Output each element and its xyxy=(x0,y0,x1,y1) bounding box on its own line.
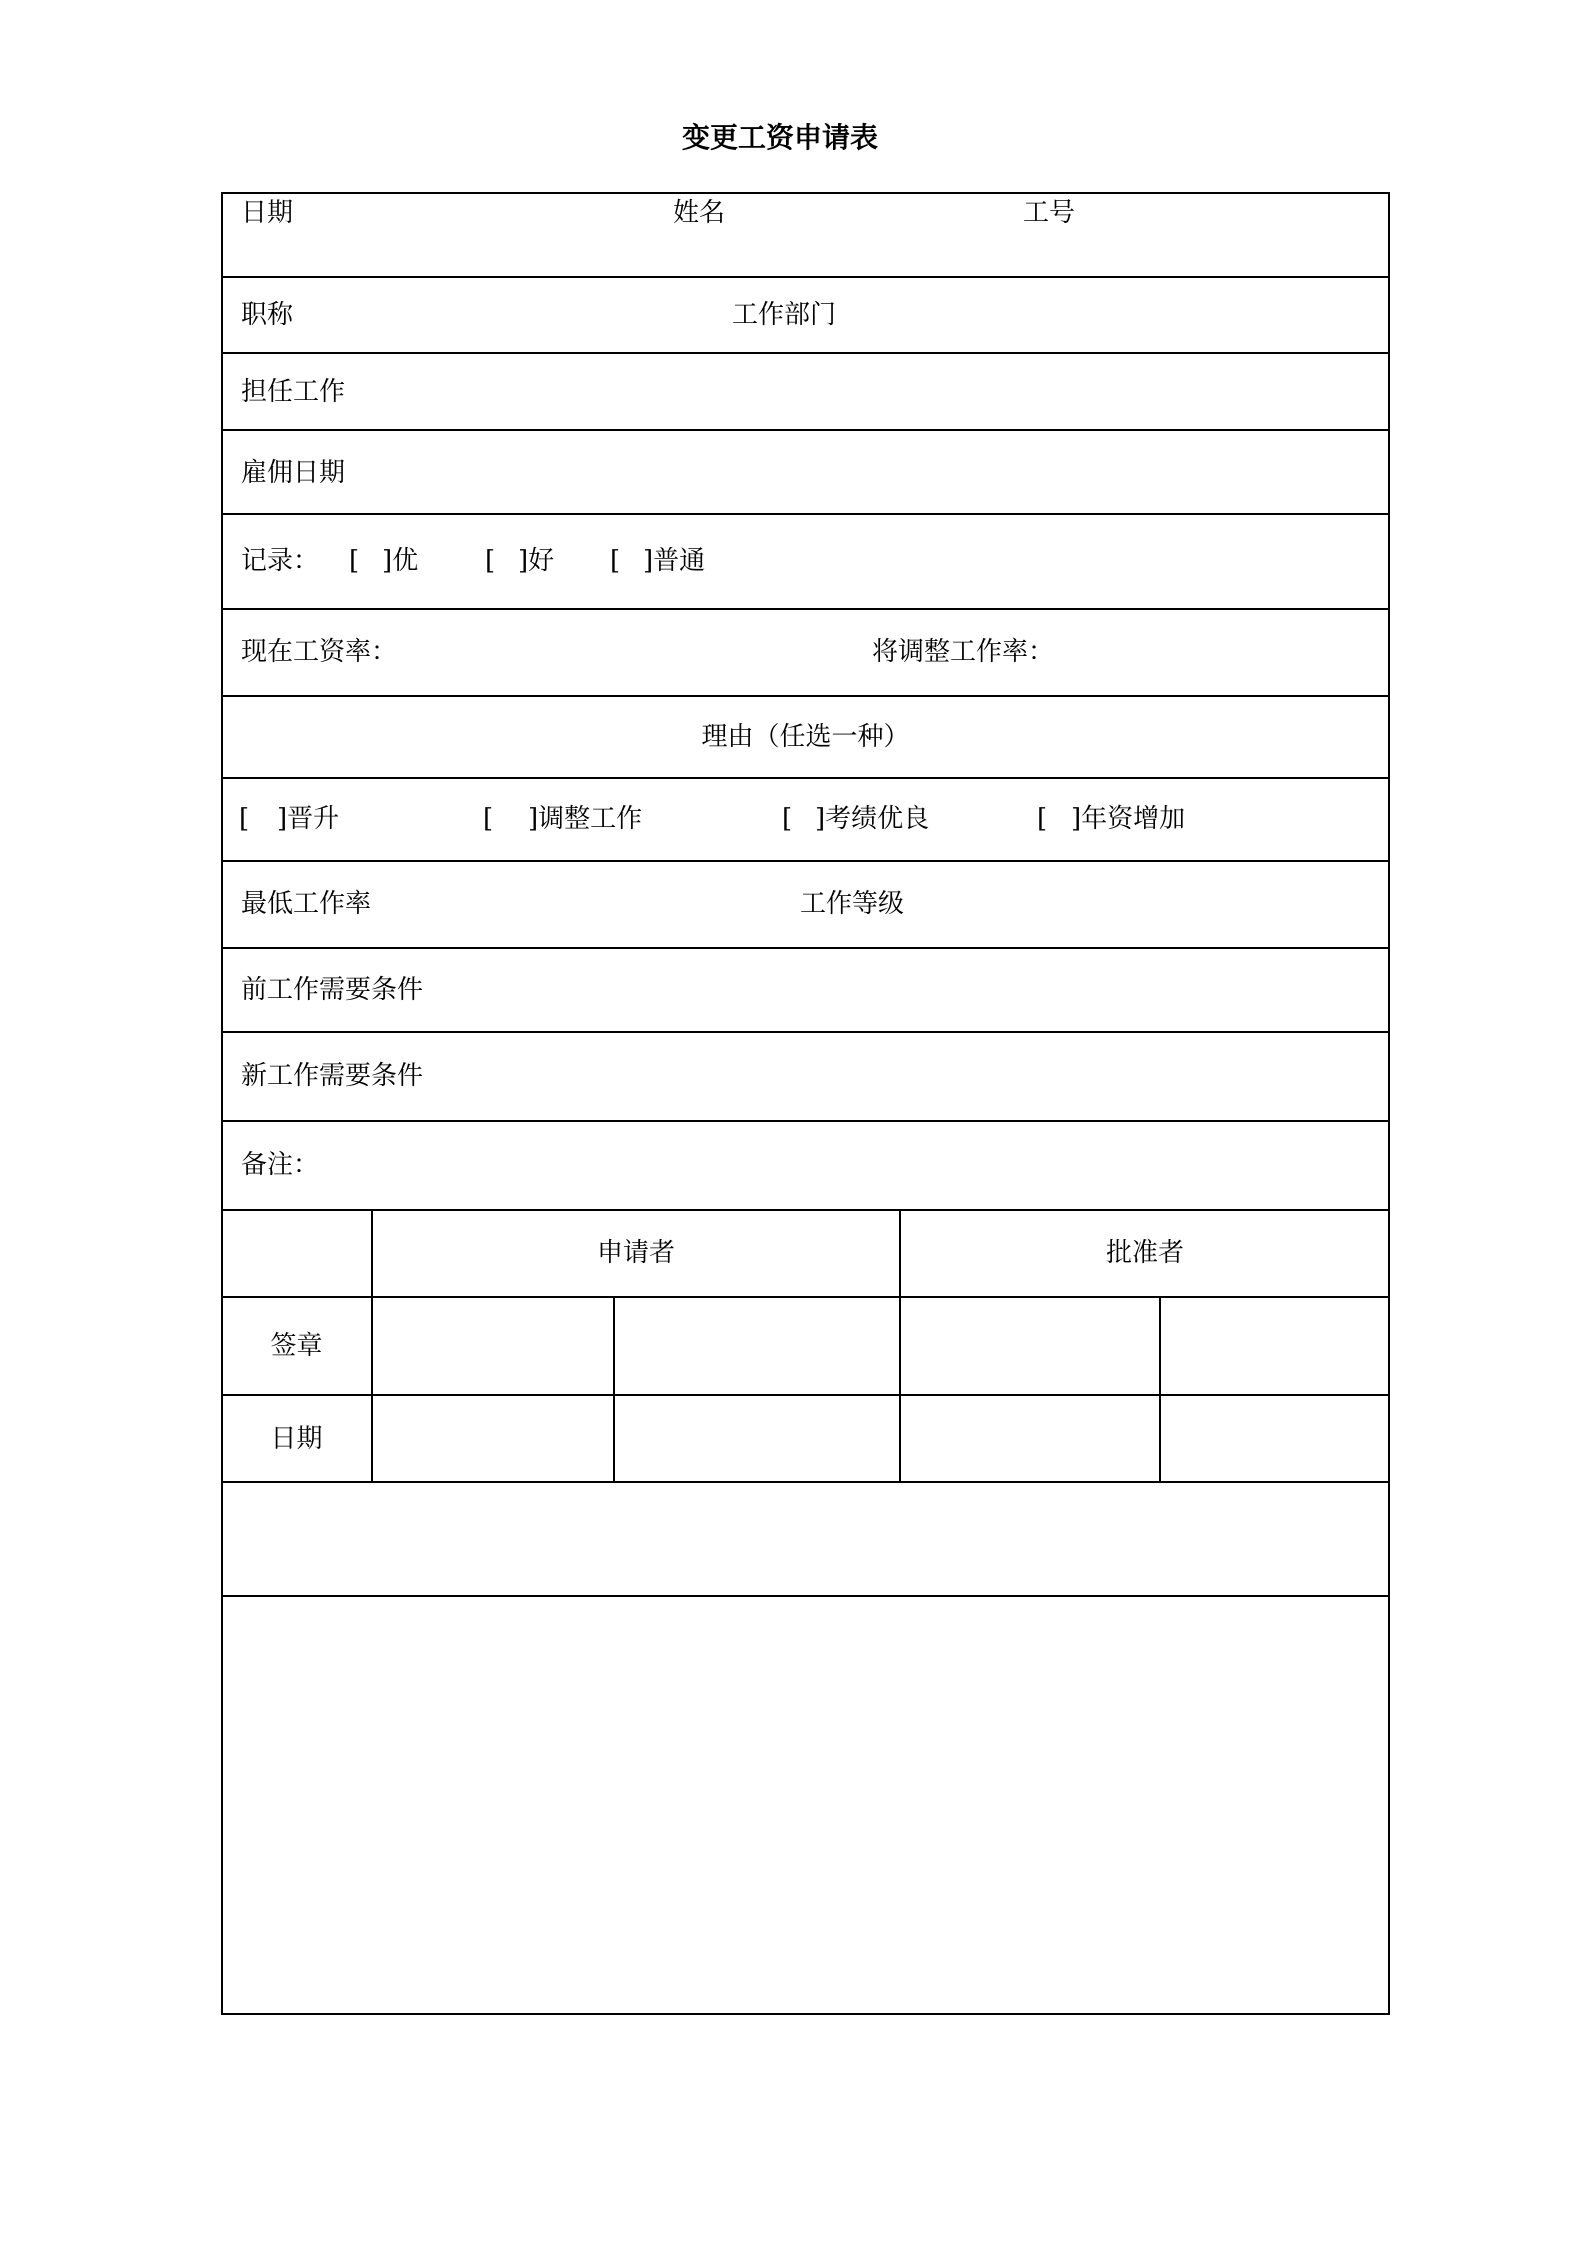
approver-signature-field[interactable] xyxy=(902,1299,1158,1393)
reason-option-label: ]年资增加 xyxy=(1071,804,1186,834)
new-job-requirements-field[interactable] xyxy=(440,1035,1385,1119)
row-divider xyxy=(221,1031,1390,1033)
approver-signature-field-2[interactable] xyxy=(1162,1299,1388,1393)
remarks-field[interactable] xyxy=(320,1124,1385,1208)
hire-date-label: 雇佣日期 xyxy=(241,458,346,488)
job-title-field[interactable] xyxy=(300,280,720,350)
row-divider xyxy=(221,1209,1390,1211)
row-divider xyxy=(372,1296,1390,1298)
row-divider xyxy=(221,1481,1390,1483)
job-title-label: 职称 xyxy=(241,300,294,330)
column-divider xyxy=(613,1297,615,1482)
signature-label: 签章 xyxy=(270,1331,323,1361)
page-title: 变更工资申请表 xyxy=(682,121,879,154)
current-rate-field[interactable] xyxy=(400,612,850,692)
adjusted-rate-label: 将调整工作率： xyxy=(872,637,1055,667)
approver-date-field[interactable] xyxy=(902,1397,1158,1479)
blank-area xyxy=(223,1598,1388,2013)
department-field[interactable] xyxy=(845,280,1385,350)
date-label: 日期 xyxy=(241,198,294,228)
row-divider xyxy=(221,429,1390,431)
new-job-requirements-label: 新工作需要条件 xyxy=(241,1061,424,1091)
hire-date-field[interactable] xyxy=(355,433,1385,511)
record-option-label: ]优 xyxy=(382,546,419,576)
checkbox-bracket[interactable]: [ xyxy=(782,804,793,834)
row-divider xyxy=(221,695,1390,697)
date-field[interactable] xyxy=(300,196,660,274)
row-divider xyxy=(221,860,1390,862)
row-divider xyxy=(221,1394,1390,1396)
job-grade-label: 工作等级 xyxy=(800,889,905,919)
checkbox-bracket[interactable]: [ xyxy=(485,546,496,576)
column-divider xyxy=(1159,1297,1161,1482)
signature-date-label: 日期 xyxy=(270,1424,323,1454)
row-divider xyxy=(221,513,1390,515)
employee-id-field[interactable] xyxy=(1080,196,1380,274)
checkbox-bracket[interactable]: [ xyxy=(610,546,621,576)
checkbox-bracket[interactable]: [ xyxy=(349,546,360,576)
record-label: 记录： xyxy=(241,546,320,576)
row-divider xyxy=(221,947,1390,949)
approver-date-field-2[interactable] xyxy=(1162,1397,1388,1479)
row-divider xyxy=(221,1595,1390,1597)
checkbox-bracket[interactable]: [ xyxy=(483,804,494,834)
row-divider xyxy=(221,777,1390,779)
approver-header: 批准者 xyxy=(1105,1238,1184,1268)
reason-option-label: ]晋升 xyxy=(277,804,340,834)
row-divider xyxy=(221,352,1390,354)
min-rate-field[interactable] xyxy=(385,864,785,944)
applicant-signature-field-2[interactable] xyxy=(616,1299,898,1393)
row-divider xyxy=(221,1296,372,1298)
checkbox-bracket[interactable]: [ xyxy=(1037,804,1048,834)
blank-row xyxy=(223,1484,1388,1594)
position-field[interactable] xyxy=(355,356,1385,428)
applicant-date-field-2[interactable] xyxy=(616,1397,898,1479)
applicant-date-field[interactable] xyxy=(374,1397,612,1479)
employee-id-label: 工号 xyxy=(1023,198,1076,228)
row-divider xyxy=(221,608,1390,610)
position-label: 担任工作 xyxy=(241,377,346,407)
row-divider xyxy=(221,1120,1390,1122)
name-field[interactable] xyxy=(730,196,1010,274)
name-label: 姓名 xyxy=(673,198,726,228)
job-grade-field[interactable] xyxy=(920,864,1385,944)
adjusted-rate-field[interactable] xyxy=(1060,612,1385,692)
reason-option-label: ]考绩优良 xyxy=(815,804,930,834)
reason-heading: 理由（任选一种） xyxy=(701,722,910,752)
applicant-header: 申请者 xyxy=(596,1238,675,1268)
row-divider xyxy=(221,276,1390,278)
checkbox-bracket[interactable]: [ xyxy=(239,804,250,834)
previous-job-requirements-label: 前工作需要条件 xyxy=(241,975,424,1005)
previous-job-requirements-field[interactable] xyxy=(440,951,1385,1029)
applicant-signature-field[interactable] xyxy=(374,1299,612,1393)
min-rate-label: 最低工作率 xyxy=(241,889,372,919)
record-option-label: ]普通 xyxy=(643,546,706,576)
department-label: 工作部门 xyxy=(732,300,837,330)
reason-option-label: ]调整工作 xyxy=(528,804,643,834)
record-option-label: ]好 xyxy=(518,546,555,576)
current-rate-label: 现在工资率： xyxy=(241,637,398,667)
remarks-label: 备注： xyxy=(241,1150,320,1180)
